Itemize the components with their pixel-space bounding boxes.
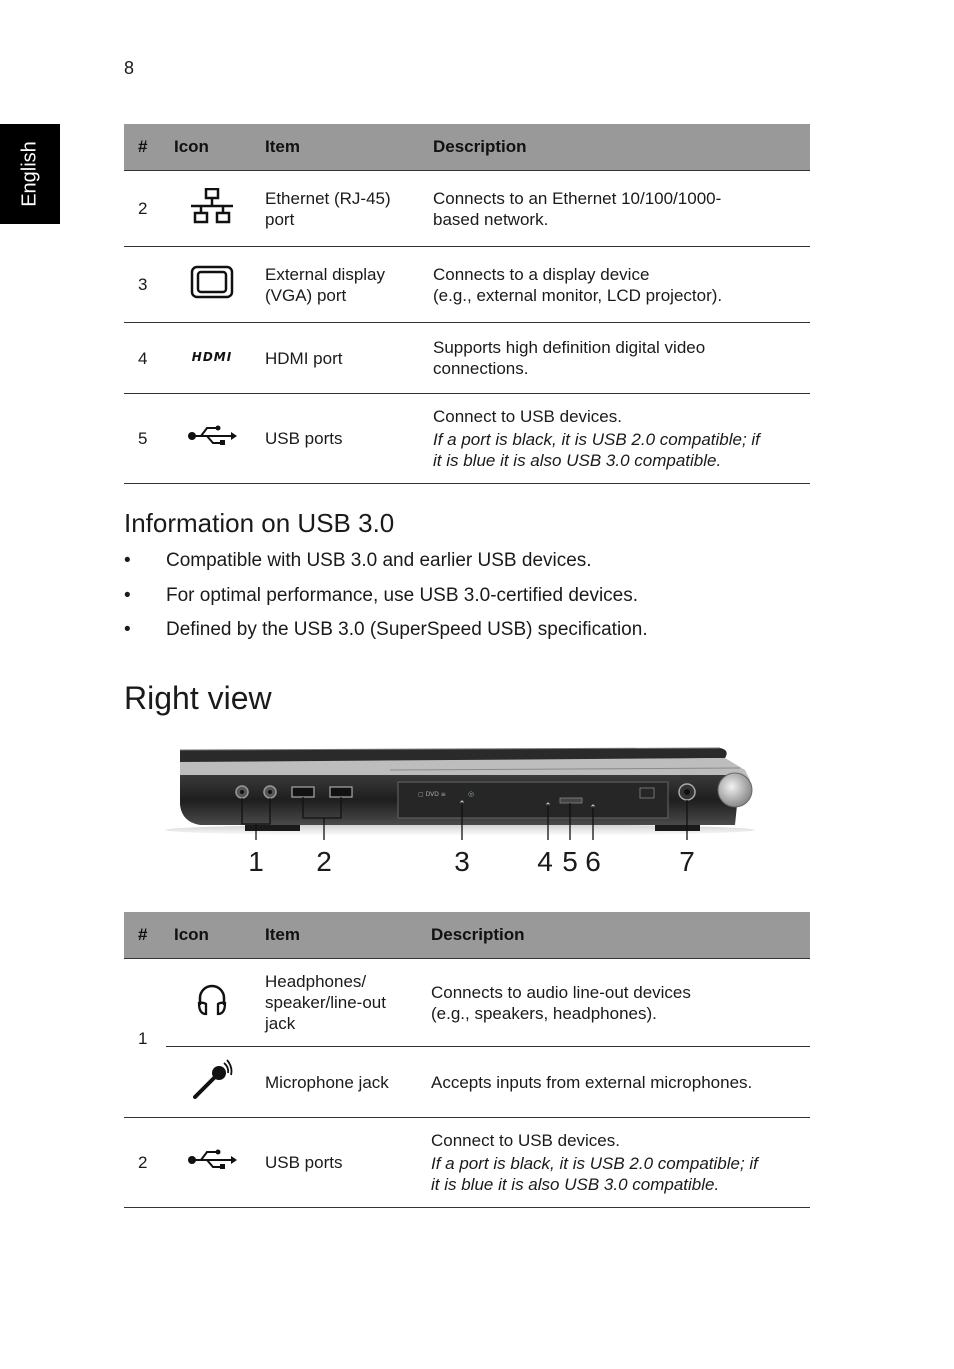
right-view-table — [124, 912, 810, 1208]
callout-6: 6 — [585, 846, 601, 877]
vga-icon — [166, 247, 257, 323]
table-row — [124, 394, 810, 484]
description-text: Connect to USB devices. — [433, 407, 622, 426]
list-item: • Compatible with USB 3.0 and earlier USB devices. — [124, 550, 648, 585]
row-item: Headphones/ speaker/line-out jack — [257, 959, 423, 1047]
row-number: 4 — [124, 323, 166, 394]
right-view-heading: Right view — [124, 680, 272, 716]
description-note: If a port is black, it is USB 2.0 compatible; if it is blue it is also USB 3.0 compatible. — [433, 430, 760, 470]
list-item: • For optimal performance, use USB 3.0-certified devices. — [124, 585, 648, 620]
callout-5: 5 — [562, 846, 578, 877]
language-label: English — [18, 141, 41, 207]
svg-text:▢ DVD ≡: ▢ DVD ≡ — [418, 791, 446, 798]
table-row — [124, 1047, 810, 1118]
language-tab — [0, 124, 60, 224]
row-description: Connects to an Ethernet 10/100/1000- based network. — [425, 171, 810, 247]
row-item: Microphone jack — [257, 1047, 423, 1118]
row-number: 2 — [124, 1118, 166, 1208]
row-number: 1 — [124, 959, 166, 1118]
header-number: # — [124, 912, 166, 959]
description-note: If a port is black, it is USB 2.0 compatible; if it is blue it is also USB 3.0 compatible. — [431, 1154, 758, 1194]
microphone-icon — [166, 1047, 257, 1118]
header-item: Item — [257, 124, 425, 171]
headphones-icon — [166, 959, 257, 1047]
table-row — [124, 171, 810, 247]
row-item: Ethernet (RJ-45) port — [257, 171, 425, 247]
laptop-right-view-illustration — [160, 740, 760, 840]
svg-text:HDMI: HDMI — [191, 349, 232, 364]
callout-1: 1 — [248, 846, 264, 877]
usb-info-heading: Information on USB 3.0 — [124, 508, 395, 538]
row-item: HDMI port — [257, 323, 425, 394]
header-icon: Icon — [166, 124, 257, 171]
header-description: Description — [425, 124, 810, 171]
callout-2: 2 — [316, 846, 332, 877]
header-number: # — [124, 124, 166, 171]
row-number: 5 — [124, 394, 166, 484]
row-description: Connects to a display device (e.g., external monitor, LCD projector). — [425, 247, 810, 323]
row-description — [425, 394, 810, 484]
usb-info-list — [124, 550, 648, 654]
usb-icon — [166, 1118, 257, 1208]
svg-text:◎: ◎ — [468, 790, 475, 798]
list-item: • Defined by the USB 3.0 (SuperSpeed USB) specification. — [124, 619, 648, 654]
row-description: Supports high definition digital video connections. — [425, 323, 810, 394]
callout-4: 4 — [537, 846, 553, 877]
ethernet-icon — [166, 171, 257, 247]
header-icon: Icon — [166, 912, 257, 959]
row-description: Connects to audio line-out devices (e.g., speakers, headphones). — [423, 959, 810, 1047]
hdmi-icon — [166, 323, 257, 394]
callout-3: 3 — [454, 846, 470, 877]
usb-icon — [166, 394, 257, 484]
header-item: Item — [257, 912, 423, 959]
row-description — [423, 1118, 810, 1208]
row-item: USB ports — [257, 394, 425, 484]
callout-7: 7 — [679, 846, 695, 877]
row-number: 2 — [124, 171, 166, 247]
table-row — [124, 247, 810, 323]
ports-table-continued — [124, 124, 810, 484]
row-number: 3 — [124, 247, 166, 323]
header-description: Description — [423, 912, 810, 959]
page-number: 8 — [124, 58, 135, 78]
table-row — [124, 323, 810, 394]
table-row — [124, 1118, 810, 1208]
row-description: Accepts inputs from external microphones. — [423, 1047, 810, 1118]
description-text: Connect to USB devices. — [431, 1131, 620, 1150]
row-item: External display (VGA) port — [257, 247, 425, 323]
row-item: USB ports — [257, 1118, 423, 1208]
table-row — [124, 959, 810, 1047]
